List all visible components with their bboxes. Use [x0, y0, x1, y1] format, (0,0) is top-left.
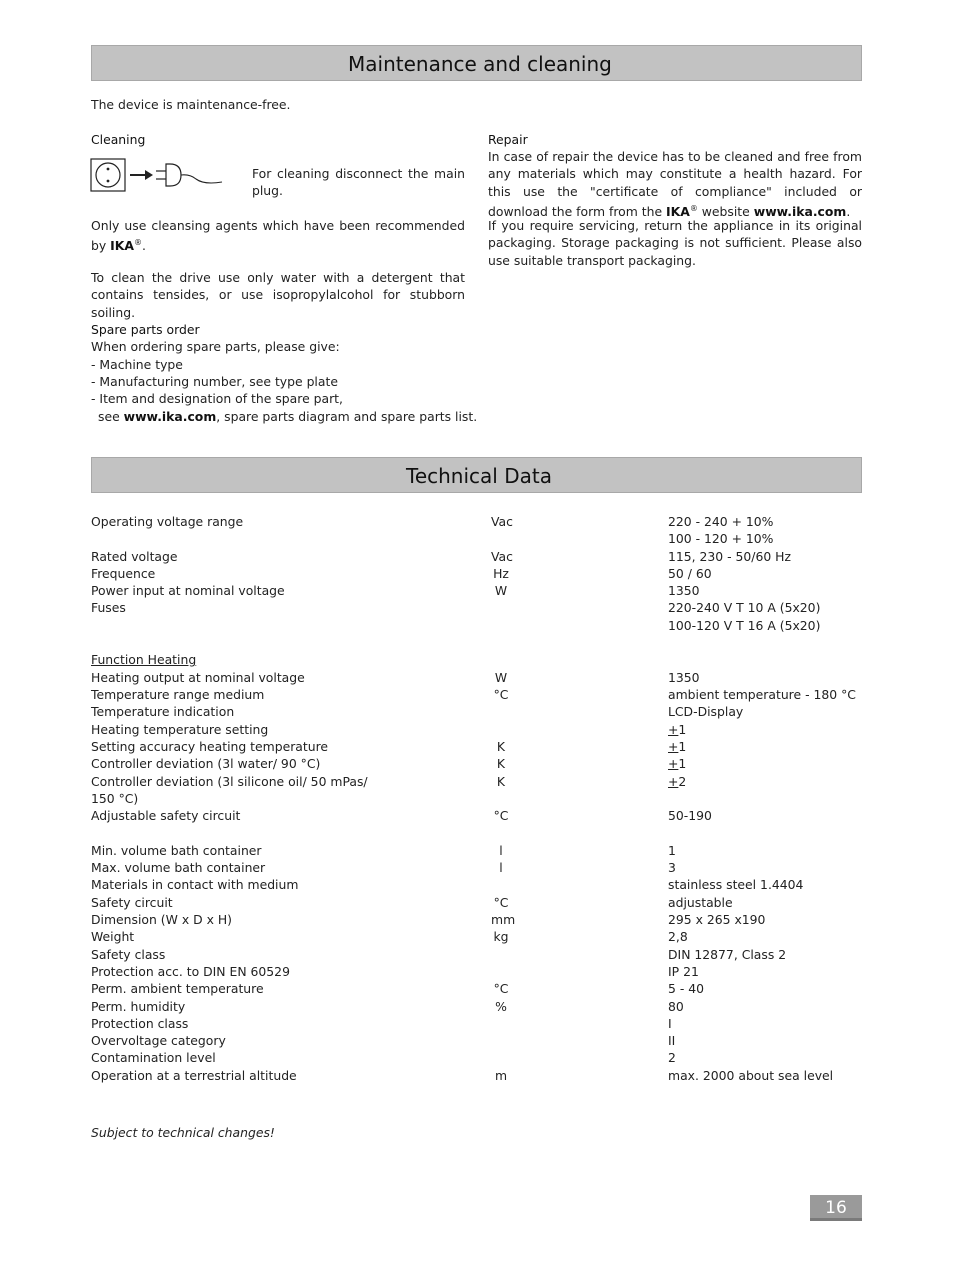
- cleansing-agents-text: Only use cleansing agents which have been recommended by IKA®.: [91, 218, 465, 254]
- tech-data-value: 5 - 40: [668, 981, 704, 996]
- tech-data-unit: °C: [493, 981, 509, 996]
- tech-data-value: max. 2000 about sea level: [668, 1068, 834, 1083]
- tech-data-label: Controller deviation (3l water/ 90 °C): [91, 756, 321, 771]
- tech-data-value: 50-190: [668, 808, 712, 823]
- tech-data-label: Perm. ambient temperature: [91, 981, 264, 996]
- tech-data-label: Temperature range medium: [91, 687, 265, 702]
- maintenance-intro: The device is maintenance-free.: [91, 97, 291, 112]
- spare-parts-item: - Machine type: [91, 357, 183, 372]
- tech-data-row: [91, 513, 862, 530]
- tech-data-row: [91, 703, 862, 720]
- unplug-diagram: [90, 158, 225, 194]
- tech-data-label: Setting accuracy heating temperature: [91, 739, 329, 754]
- tech-data-label: Weight: [91, 929, 135, 944]
- tech-data-row: [91, 669, 862, 686]
- tech-data-label: Operation at a terrestrial altitude: [91, 1068, 297, 1083]
- tech-data-row: [91, 617, 862, 634]
- technical-data-title: Technical Data: [406, 464, 552, 488]
- tech-data-unit: K: [496, 774, 506, 789]
- tech-data-unit: %: [495, 999, 507, 1014]
- tech-data-value: I: [668, 1016, 672, 1031]
- tech-data-unit: K: [496, 739, 506, 754]
- tech-data-label: Rated voltage: [91, 549, 178, 564]
- spare-parts-item: - Item and designation of the spare part,: [91, 391, 343, 406]
- tech-data-row: [91, 530, 862, 547]
- plug-note: For cleaning disconnect the main plug.: [252, 166, 465, 199]
- tech-data-label: Contamination level: [91, 1050, 216, 1065]
- tech-data-value: 2,8: [668, 929, 688, 944]
- tech-data-row: [91, 859, 862, 876]
- tech-data-value: IP 21: [668, 964, 699, 979]
- tech-data-value: 3: [668, 860, 676, 875]
- tech-data-row: [91, 1032, 862, 1049]
- tech-data-label: Temperature indication: [91, 704, 235, 719]
- tech-data-row: [91, 998, 862, 1015]
- tech-data-row: [91, 1049, 862, 1066]
- tech-data-label: Power input at nominal voltage: [91, 583, 285, 598]
- tech-data-row: [91, 548, 862, 565]
- plug-icon: [156, 164, 222, 186]
- tech-data-value: 1350: [668, 670, 700, 685]
- tech-data-row: [91, 876, 862, 893]
- repair-text: In case of repair the device has to be cleaned and free from any materials which may constitute a health hazard. For this use the "certificate of compliance" included or download the form from the IKA® website www.ika.com.: [488, 149, 862, 220]
- ika-website-link[interactable]: www.ika.com: [753, 204, 847, 220]
- tech-data-value: adjustable: [668, 895, 733, 910]
- tech-data-value: 100 - 120 + 10%: [668, 531, 774, 547]
- cleaning-water-text: To clean the drive use only water with a detergent that contains tensides, or use isopropylalcohol for stubborn soiling.: [91, 270, 465, 320]
- tech-data-value: 50 / 60: [668, 566, 712, 581]
- tech-data-label: Dimension (W x D x H): [91, 912, 232, 927]
- tech-data-label: Protection class: [91, 1016, 189, 1031]
- tech-data-value: 295 x 265 x190: [668, 912, 766, 927]
- tech-data-label: Protection acc. to DIN EN 60529: [91, 964, 290, 979]
- tech-data-unit: mm: [491, 912, 516, 927]
- tech-data-unit: m: [494, 1068, 508, 1083]
- ika-brand: IKA: [110, 238, 134, 254]
- footer-note: Subject to technical changes!: [91, 1125, 275, 1140]
- tech-data-label: Min. volume bath container: [91, 843, 262, 858]
- tech-data-unit: °C: [493, 687, 509, 702]
- repair-heading: Repair: [488, 132, 528, 147]
- tech-data-row: [91, 894, 862, 911]
- tech-data-unit: °C: [493, 895, 509, 910]
- tech-data-row: [91, 790, 862, 807]
- tech-data-label: Operating voltage range: [91, 514, 244, 529]
- tech-data-value: 220-240 V T 10 A (5x20): [668, 600, 821, 615]
- tech-data-value: LCD-Display: [668, 704, 744, 719]
- tech-data-row: [91, 1067, 862, 1084]
- tech-data-value: stainless steel 1.4404: [668, 877, 804, 892]
- cleaning-heading: Cleaning: [91, 132, 146, 147]
- ika-website-link[interactable]: www.ika.com: [123, 409, 217, 424]
- tech-data-value: 100-120 V T 16 A (5x20): [668, 618, 821, 633]
- tech-data-unit: K: [496, 756, 506, 771]
- tech-data-row: [91, 911, 862, 928]
- maintenance-title: Maintenance and cleaning: [348, 52, 612, 76]
- maintenance-section-header: [91, 45, 862, 81]
- tech-data-label: Safety class: [91, 947, 166, 962]
- tech-data-label: Frequence: [91, 566, 156, 581]
- tech-data-value: 1: [668, 843, 676, 858]
- tech-data-value: +1: [668, 722, 687, 737]
- spare-parts-item: - Manufacturing number, see type plate: [91, 374, 338, 389]
- arrow-right-icon: [130, 170, 153, 180]
- tech-data-value: 1350: [668, 583, 700, 598]
- tech-data-row: [91, 1015, 862, 1032]
- tech-data-label: Function Heating: [91, 652, 197, 667]
- spare-parts-intro: When ordering spare parts, please give:: [91, 339, 340, 354]
- tech-data-label: Materials in contact with medium: [91, 877, 299, 892]
- socket-icon: [91, 159, 125, 191]
- tech-data-unit: W: [494, 670, 508, 685]
- tech-data-row: [91, 738, 862, 755]
- tech-data-value: 115, 230 - 50/60 Hz: [668, 549, 791, 564]
- tech-data-label: Heating temperature setting: [91, 722, 269, 737]
- tech-data-unit: Vac: [491, 549, 513, 564]
- tech-data-row: [91, 963, 862, 980]
- tech-data-row: [91, 755, 862, 772]
- tech-data-label: Controller deviation (3l silicone oil/ 50 mPas/: [91, 774, 368, 789]
- tech-data-label: Safety circuit: [91, 895, 173, 910]
- tech-data-value: +2: [668, 774, 687, 789]
- tech-data-row: [91, 980, 862, 997]
- tech-data-unit: Hz: [493, 566, 509, 581]
- tech-data-row: [91, 651, 862, 668]
- spare-parts-heading: Spare parts order: [91, 322, 200, 337]
- tech-data-row: [91, 565, 862, 582]
- tech-data-unit: kg: [493, 929, 509, 944]
- tech-data-value: 2: [668, 1050, 676, 1065]
- tech-data-value: DIN 12877, Class 2: [668, 947, 787, 962]
- tech-data-value: +1: [668, 756, 687, 771]
- tech-data-label: Fuses: [91, 600, 126, 615]
- tech-data-value: +1: [668, 739, 687, 754]
- tech-data-unit: °C: [493, 808, 509, 823]
- tech-data-row: [91, 928, 862, 945]
- repair-servicing-text: If you require servicing, return the appliance in its original packaging. Storage packaging is not sufficient. Please also use suitable transport packaging.: [488, 218, 862, 268]
- tech-data-unit: l: [499, 843, 503, 858]
- tech-data-label: Max. volume bath container: [91, 860, 266, 875]
- tech-data-row: [91, 582, 862, 599]
- tech-data-label: Overvoltage category: [91, 1033, 226, 1048]
- tech-data-label: Perm. humidity: [91, 999, 186, 1014]
- spare-parts-see: see www.ika.com, spare parts diagram and spare parts list.: [98, 409, 478, 424]
- technical-data-section-header: [91, 457, 862, 493]
- tech-data-value: ambient temperature - 180 °C: [668, 687, 856, 702]
- tech-data-unit: Vac: [491, 514, 513, 529]
- technical-data-table: [91, 513, 862, 1093]
- tech-data-row: [91, 773, 862, 790]
- tech-data-value: 220 - 240 + 10%: [668, 514, 774, 529]
- tech-data-row: [91, 721, 862, 738]
- tech-data-value: 80: [668, 999, 684, 1014]
- tech-data-row: [91, 599, 862, 616]
- ika-brand: IKA: [666, 204, 690, 220]
- tech-data-label: Adjustable safety circuit: [91, 808, 241, 823]
- tech-data-value: II: [668, 1033, 676, 1048]
- tech-data-row: [91, 842, 862, 859]
- tech-data-label: Heating output at nominal voltage: [91, 670, 305, 685]
- page-number: 16: [810, 1195, 862, 1221]
- tech-data-unit: l: [499, 860, 503, 875]
- tech-data-row: [91, 807, 862, 824]
- tech-data-label: 150 °C): [91, 791, 139, 806]
- tech-data-unit: W: [494, 583, 508, 598]
- tech-data-row: [91, 946, 862, 963]
- tech-data-row: [91, 686, 862, 703]
